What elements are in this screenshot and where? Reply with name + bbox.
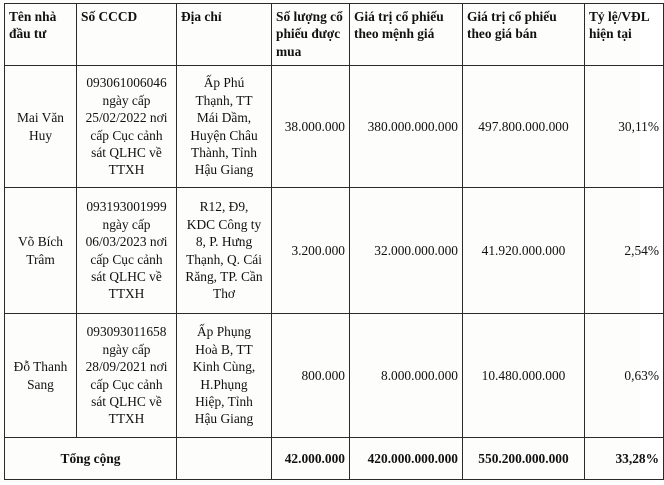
table-row [5,66,664,188]
header-sale-value: Giá trị cổ phiếu theo giá bán [463,4,585,66]
table-row [5,188,664,314]
cccd-info: 093193001999 ngày cấp 06/03/2023 nơi cấp Cục cảnh sát QLHC về TTXH [77,188,177,314]
sale-value: 497.800.000.000 [463,66,585,188]
shares-value: 800.000 [272,314,350,438]
total-empty-cell [177,438,272,480]
total-label: Tổng cộng [5,438,177,480]
shares-value: 3.200.000 [272,188,350,314]
total-par-value: 420.000.000.000 [350,438,463,480]
ratio-value: 0,63% [585,314,664,438]
sale-value: 10.480.000.000 [463,314,585,438]
investor-name: Võ Bích Trâm [5,188,77,314]
cccd-info: 093061006046 ngày cấp 25/02/2022 nơi cấp Cục cảnh sát QLHC về TTXH [77,66,177,188]
sale-value: 41.920.000.000 [463,188,585,314]
par-value: 380.000.000.000 [350,66,463,188]
header-ratio: Tỷ lệ/VĐL hiện tại [585,4,664,66]
table-header-row [5,4,664,66]
total-shares: 42.000.000 [272,438,350,480]
cccd-info: 093093011658 ngày cấp 28/09/2021 nơi cấp Cục cảnh sát QLHC về TTXH [77,314,177,438]
address: Ấp Phú Thạnh, TT Mái Dầm, Huyện Châu Thành, Tỉnh Hậu Giang [177,66,272,188]
total-ratio: 33,28% [585,438,664,480]
address: Ấp Phụng Hoà B, TT Kinh Cùng, H.Phụng Hiệp, Tỉnh Hậu Giang [177,314,272,438]
header-cccd: Số CCCD [77,4,177,66]
shares-value: 38.000.000 [272,66,350,188]
investor-table [4,3,664,480]
investor-name: Mai Văn Huy [5,66,77,188]
header-shares: Số lượng cổ phiếu được mua [272,4,350,66]
header-par-value: Giá trị cổ phiếu theo mệnh giá [350,4,463,66]
ratio-value: 30,11% [585,66,664,188]
par-value: 32.000.000.000 [350,188,463,314]
par-value: 8.000.000.000 [350,314,463,438]
header-investor-name: Tên nhà đầu tư [5,4,77,66]
table-row [5,314,664,438]
address: R12, Đ9, KDC Công ty 8, P. Hưng Thạnh, Q. Cái Răng, TP. Cần Thơ [177,188,272,314]
header-address: Địa chỉ [177,4,272,66]
investor-name: Đỗ Thanh Sang [5,314,77,438]
ratio-value: 2,54% [585,188,664,314]
total-row [5,438,664,480]
total-sale-value: 550.200.000.000 [463,438,585,480]
